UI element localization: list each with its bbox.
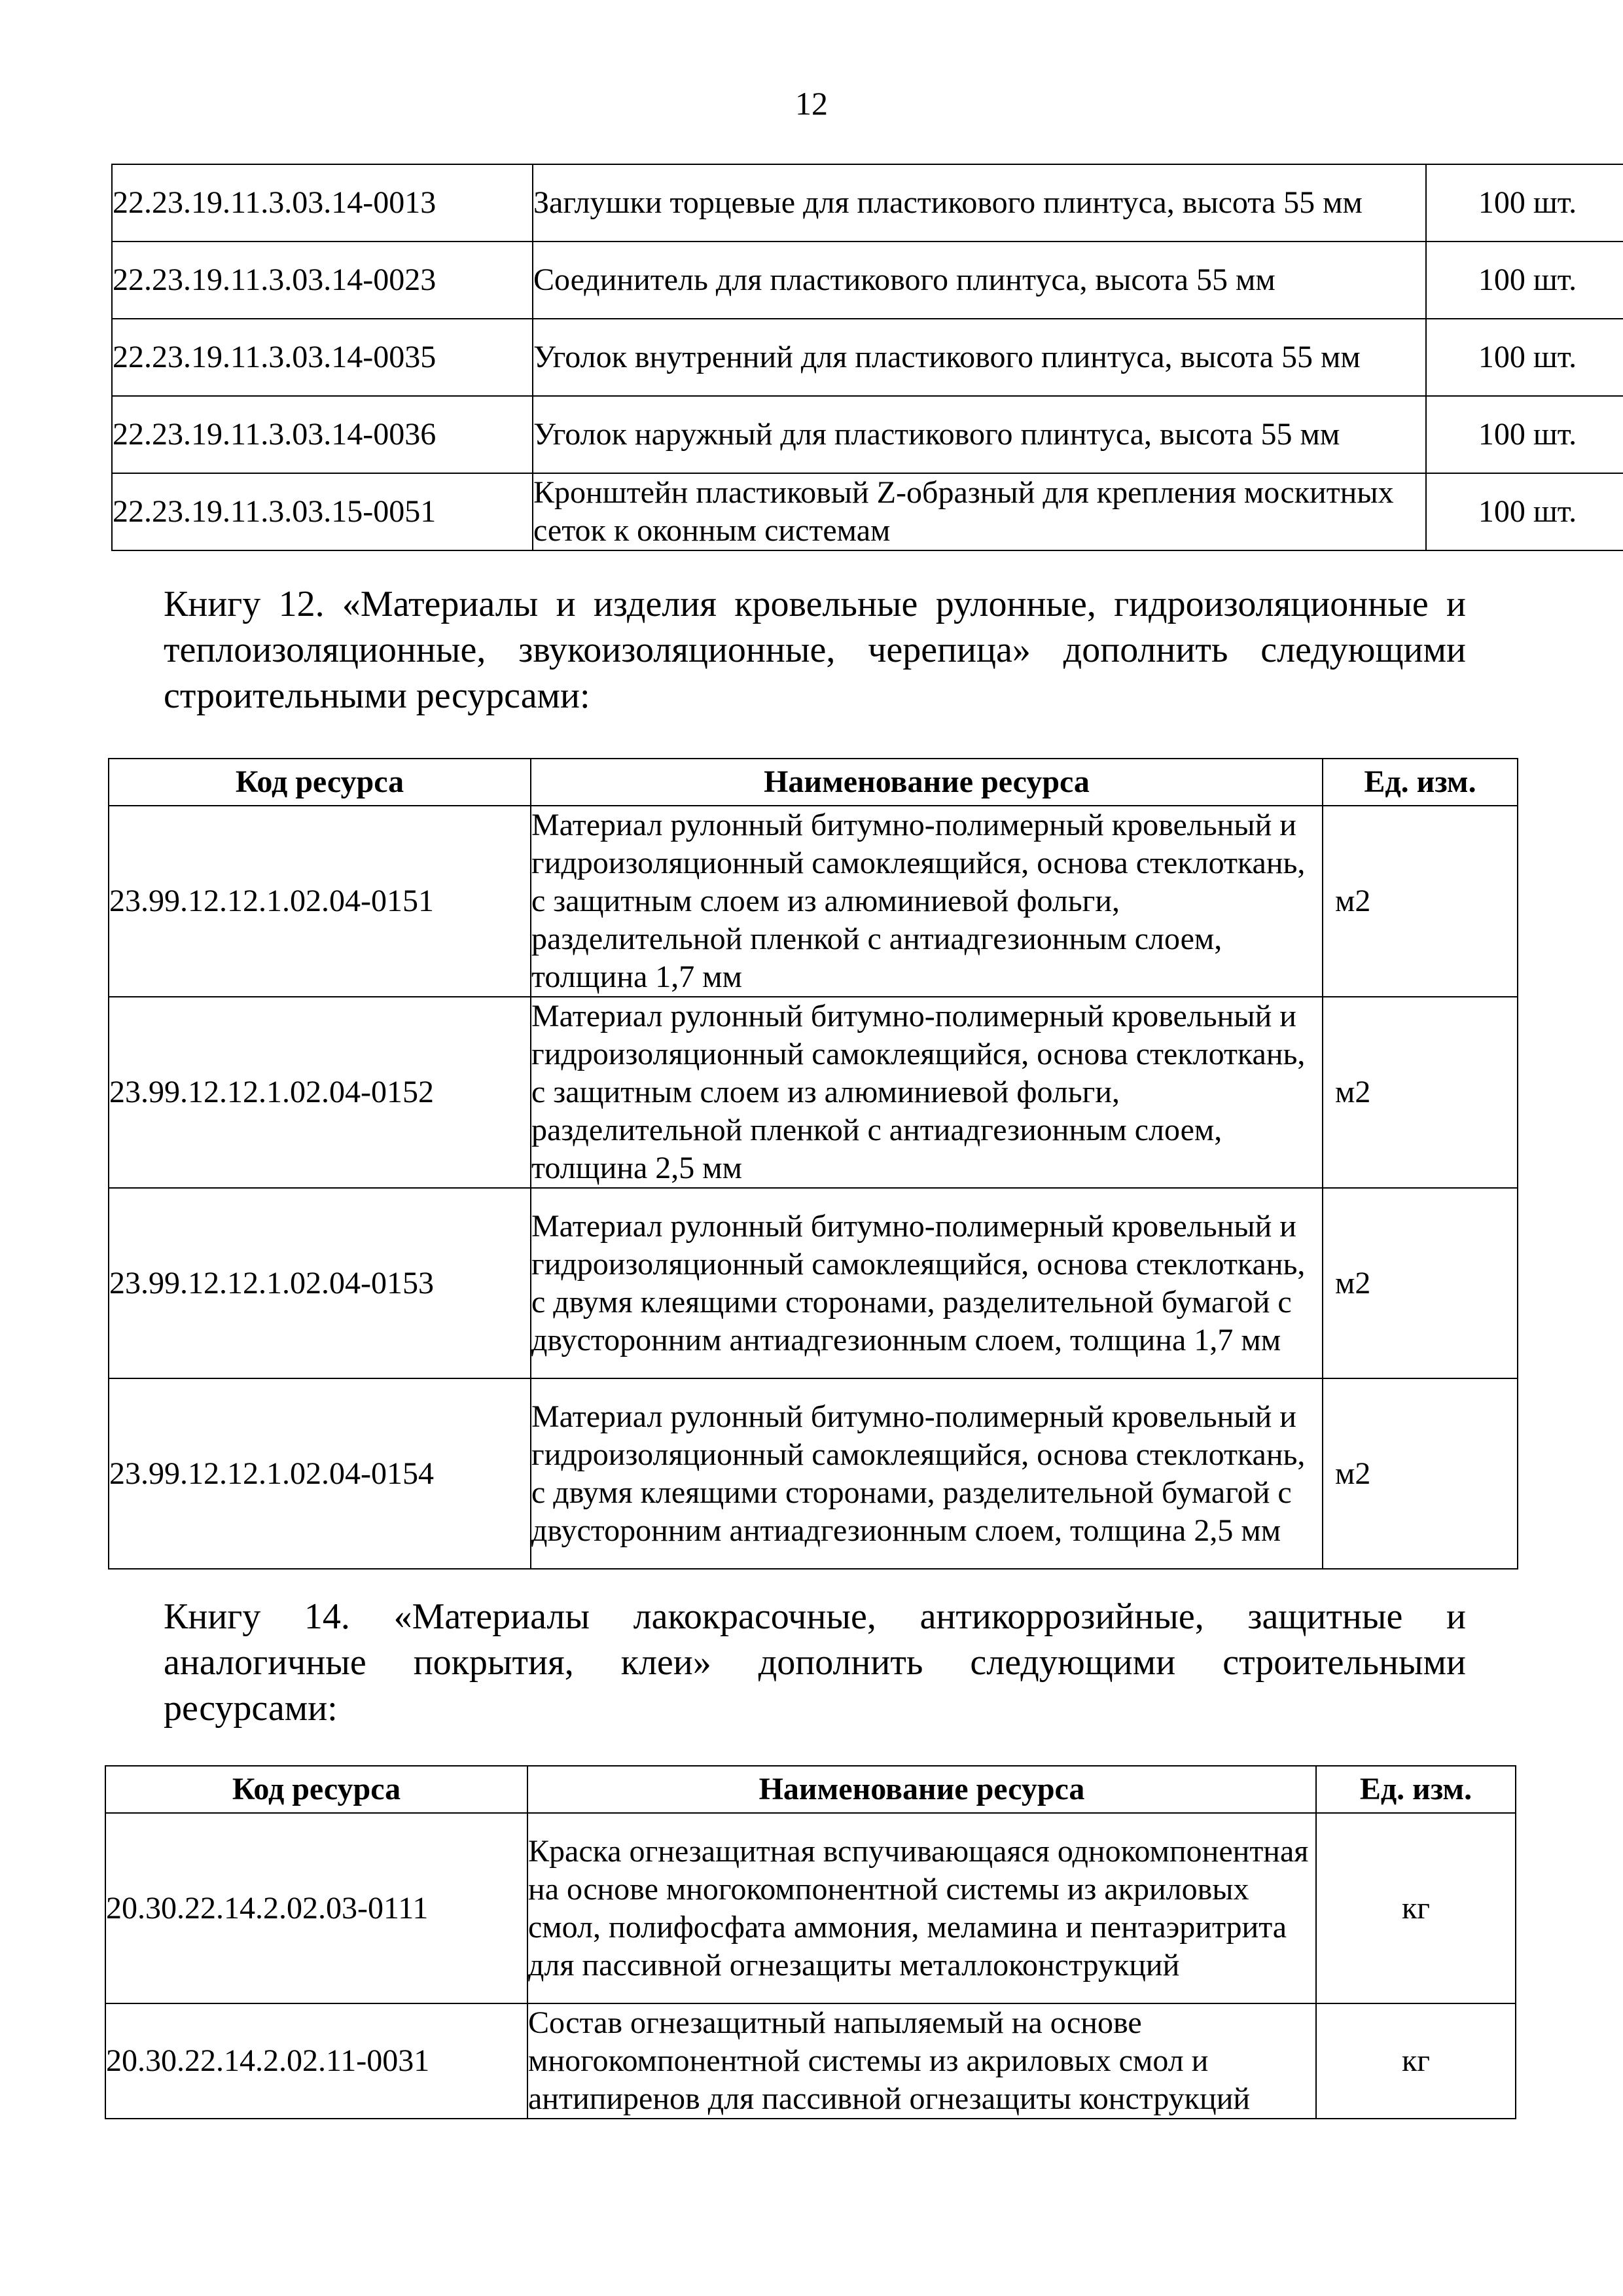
resource-name: Заглушки торцевые для пластикового плинтуса, высота 55 мм [533,164,1426,242]
resource-unit: 100 шт. [1426,473,1623,550]
resource-code: 22.23.19.11.3.03.15-0051 [112,473,533,550]
table-row [105,2003,1516,2119]
table-row [109,997,1518,1188]
resource-unit: кг [1316,1813,1516,2003]
column-header-unit: Ед. изм. [1316,1766,1516,1813]
column-header-code: Код ресурса [109,759,531,806]
resource-unit: кг [1316,2003,1516,2119]
column-header-unit: Ед. изм. [1323,759,1518,806]
paragraph-line: Книгу 12. «Материалы и изделия кровельные рулонные, гидроизоляционные и [164,584,1466,624]
resource-code: 22.23.19.11.3.03.14-0036 [112,396,533,473]
resource-unit: 100 шт. [1426,396,1623,473]
resource-unit: 100 шт. [1426,242,1623,319]
resource-code: 22.23.19.11.3.03.14-0023 [112,242,533,319]
resource-name: Уголок внутренний для пластикового плинтуса, высота 55 мм [533,319,1426,396]
table-row [112,242,1623,319]
table-header-row [109,759,1518,806]
resource-code: 23.99.12.12.1.02.04-0153 [109,1188,531,1378]
table-row [109,1188,1518,1378]
resource-table-book-14 [105,1765,1516,2119]
resource-unit: м2 [1323,1188,1518,1378]
table-header-row [105,1766,1516,1813]
resource-name: Уголок наружный для пластикового плинтуса, высота 55 мм [533,396,1426,473]
resource-code: 20.30.22.14.2.02.11-0031 [105,2003,527,2119]
resource-name: Состав огнезащитный напыляемый на основе многокомпонентной системы из акриловых смол и антипиренов для пассивной огнезащиты конструкций [527,2003,1316,2119]
paragraph-line: ресурсами: [164,1688,338,1729]
resource-code: 22.23.19.11.3.03.14-0013 [112,164,533,242]
table-row [112,164,1623,242]
resource-code: 23.99.12.12.1.02.04-0151 [109,806,531,997]
resource-code: 23.99.12.12.1.02.04-0154 [109,1378,531,1569]
table-row [109,806,1518,997]
paragraph-line: Книгу 14. «Материалы лакокрасочные, антикоррозийные, защитные и [164,1596,1466,1637]
resource-unit: м2 [1323,997,1518,1188]
resource-name: Кронштейн пластиковый Z-образный для крепления москитных сеток к оконным системам [533,473,1426,550]
paragraph-line: теплоизоляционные, звукоизоляционные, черепица» дополнить следующими [164,630,1466,670]
resource-unit: 100 шт. [1426,164,1623,242]
column-header-code: Код ресурса [105,1766,527,1813]
resource-unit: 100 шт. [1426,319,1623,396]
page-number: 12 [795,85,828,122]
table-row [105,1813,1516,2003]
resource-name: Материал рулонный битумно-полимерный кровельный и гидроизоляционный самоклеящийся, основа стеклоткань, с защитным слоем из алюминиевой фольги, разделительной пленкой с антиадгезионным слоем, толщина 1,7 мм [531,806,1323,997]
table-row [112,319,1623,396]
paragraph-line: аналогичные покрытия, клеи» дополнить следующими строительными [164,1642,1466,1683]
resource-code: 20.30.22.14.2.02.03-0111 [105,1813,527,2003]
intro-paragraph-book-14 [164,1594,1466,1731]
table-row [112,396,1623,473]
resource-code: 23.99.12.12.1.02.04-0152 [109,997,531,1188]
column-header-name: Наименование ресурса [531,759,1323,806]
resource-unit: м2 [1323,806,1518,997]
table-row [109,1378,1518,1569]
resource-name: Материал рулонный битумно-полимерный кровельный и гидроизоляционный самоклеящийся, основа стеклоткань, с защитным слоем из алюминиевой фольги, разделительной пленкой с антиадгезионным слоем, толщина 2,5 мм [531,997,1323,1188]
resource-name: Материал рулонный битумно-полимерный кровельный и гидроизоляционный самоклеящийся, основа стеклоткань, с двумя клеящими сторонами, разделительной бумагой с двусторонним антиадгезионным слоем, толщина 2,5 мм [531,1378,1323,1569]
paragraph-line: строительными ресурсами: [164,675,590,716]
resource-name: Краска огнезащитная вспучивающаяся однокомпонентная на основе многокомпонентной системы из акриловых смол, полифосфата аммония, меламина и пентаэритрита для пассивной огнезащиты металлоконструкций [527,1813,1316,2003]
table-row [112,473,1623,550]
resource-unit: м2 [1323,1378,1518,1569]
resource-name: Соединитель для пластикового плинтуса, высота 55 мм [533,242,1426,319]
column-header-name: Наименование ресурса [527,1766,1316,1813]
resource-name: Материал рулонный битумно-полимерный кровельный и гидроизоляционный самоклеящийся, основа стеклоткань, с двумя клеящими сторонами, разделительной бумагой с двусторонним антиадгезионным слоем, толщина 1,7 мм [531,1188,1323,1378]
resource-table-plinth [111,164,1623,551]
resource-table-book-12 [108,758,1518,1570]
resource-code: 22.23.19.11.3.03.14-0035 [112,319,533,396]
intro-paragraph-book-12 [164,581,1466,719]
